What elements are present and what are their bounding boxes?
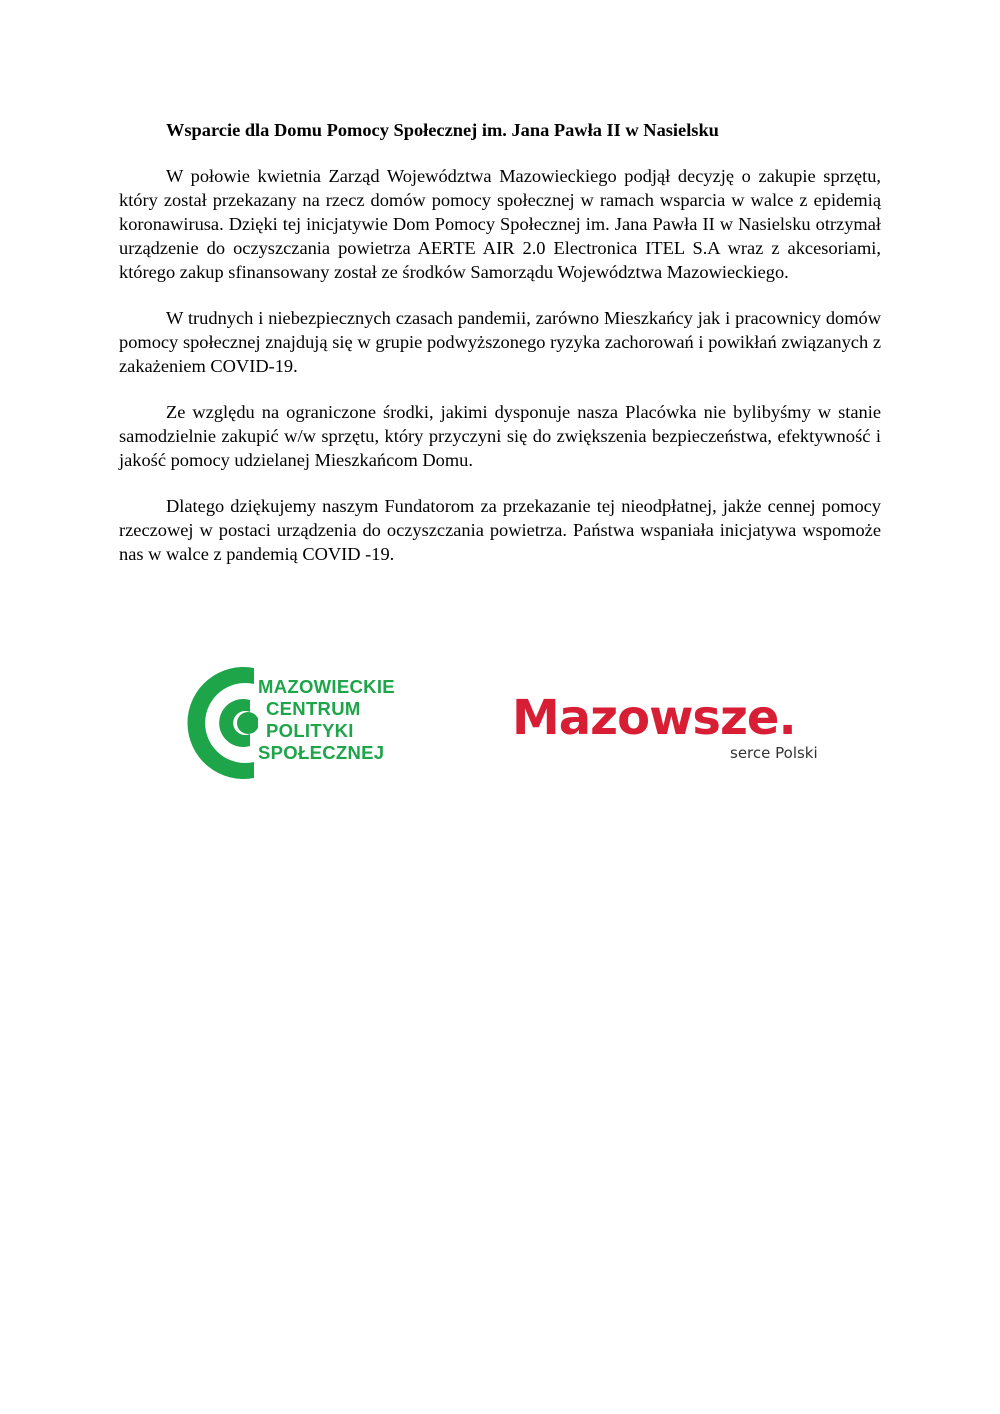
paragraph-2: W trudnych i niebezpiecznych czasach pandemii, zarówno Mieszkańcy jak i pracownicy domów pomocy społecznej znajdują się w grupie podwyższonego ryzyka zachorowań i powikłań związanych z zakażeniem COVID-19.	[119, 308, 881, 376]
document-title: Wsparcie dla Domu Pomocy Społecznej im. Jana Pawła II w Nasielsku	[166, 120, 719, 140]
mcps-emblem-icon	[178, 662, 258, 784]
mcps-line-2: CENTRUM	[266, 698, 361, 719]
paragraph-3: Ze względu na ograniczone środki, jakimi dysponuje nasza Placówka nie bylibyśmy w stanie samodzielnie zakupić w/w sprzętu, który przyczyni się do zwiększenia bezpieczeństwa, efektywność i jakość pomocy udzielanej Mieszkańcom Domu.	[119, 402, 881, 470]
mazowsze-wordmark: Mazowsze.	[512, 690, 796, 746]
mazowsze-logo	[512, 690, 847, 770]
mazowsze-tagline: serce Polski	[730, 744, 818, 762]
mcps-line-1: MAZOWIECKIE	[258, 676, 395, 697]
document-body	[119, 118, 881, 566]
mcps-line-4: SPOŁECZNEJ	[258, 742, 385, 763]
mcps-logo	[170, 652, 394, 792]
mcps-logo-text	[258, 676, 395, 764]
paragraph-1: W połowie kwietnia Zarząd Województwa Mazowieckiego podjął decyzję o zakupie sprzętu, który został przekazany na rzecz domów pomocy społecznej w ramach wsparcia w walce z epidemią koronawirusa. Dzięki tej inicjatywie Dom Pomocy Społecznej im. Jana Pawła II w Nasielsku otrzymał urządzenie do oczyszczania powietrza AERTE AIR 2.0 Electronica ITEL S.A wraz z akcesoriami, którego zakup sfinansowany został ze środków Samorządu Województwa Mazowieckiego.	[119, 166, 881, 282]
paragraph-4: Dlatego dziękujemy naszym Fundatorom za przekazanie tej nieodpłatnej, jakże cennej pomocy rzeczowej w postaci urządzenia do oczyszczania powietrza. Państwa wspaniała inicjatywa wspomoże nas w walce z pandemią COVID -19.	[119, 496, 881, 564]
mcps-line-3: POLITYKI	[266, 720, 354, 741]
